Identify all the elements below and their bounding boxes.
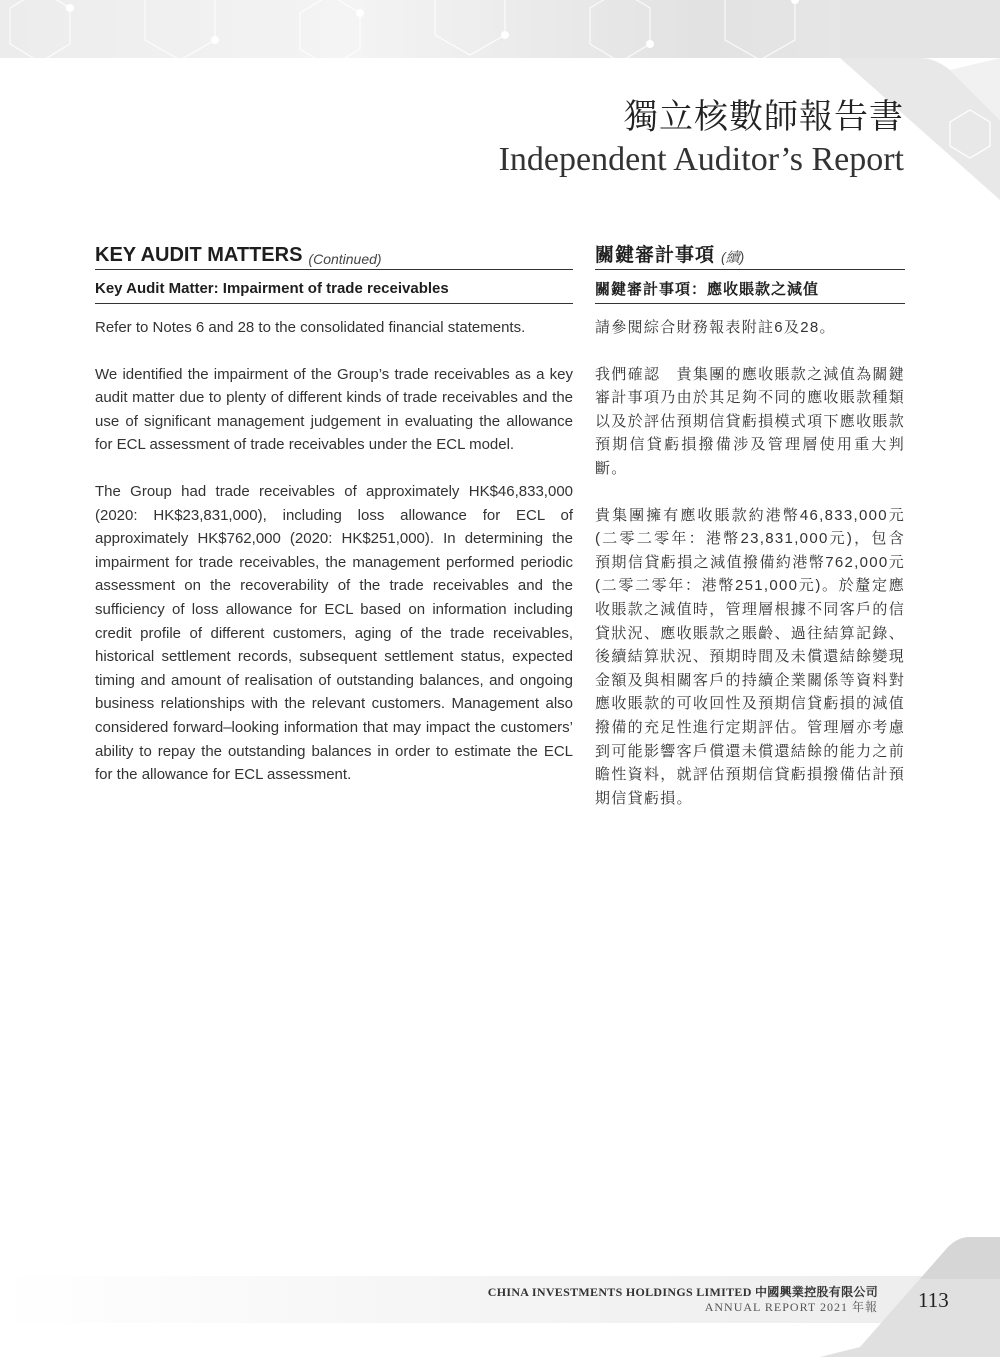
page-title-chinese: 獨立核數師報告書 xyxy=(624,97,904,137)
footer xyxy=(488,1284,878,1315)
paragraph: Refer to Notes 6 and 28 to the consolidated financial statements. xyxy=(95,319,526,336)
paragraph: 貴集團擁有應收賬款約港幣46,833,000元(二零二零年：港幣23,831,000元)，包含預期信貸虧損之減值撥備約港幣762,000元 (二零二零年：港幣251,000元)。於釐定應收賬款之減值時，管理層根據不同客戶的信貸狀況、應收賬款之賬齡、過往結算記錄、後續結算狀況、預期時間及未償還結餘變現金額及與相關客戶的持續企業關係等資料對應收賬款的可收回性及預期信貸虧損的減值撥備的充足性進行定期評估。管理層亦考慮到可能影響客戶償還未償還結餘的能力之前瞻性資料，就評估預期信貸虧損撥備估計預期信貸虧損。 xyxy=(595,506,905,807)
footer-report: ANNUAL REPORT 2021 年報 xyxy=(704,1300,878,1314)
subheading: 關鍵審計事項：應收賬款之減值 xyxy=(595,273,905,304)
page-title-english: Independent Auditor’s Report xyxy=(498,141,904,178)
section-title: KEY AUDIT MATTERS xyxy=(95,244,303,266)
paragraph: 請參閱綜合財務報表附註6及28。 xyxy=(595,319,836,336)
page-title-block xyxy=(499,96,904,182)
subheading: Key Audit Matter: Impairment of trade receivables xyxy=(95,273,573,304)
paragraph: The Group had trade receivables of approximately HK$46,833,000 (2020: HK$23,831,000), including loss allowance for ECL of approximately HK$762,000 (2020: HK$251,000). In determining the impairment for trade receivables, the management performed periodic assessment on the recoverability of the trade receivables and the sufficiency of loss allowance for ECL based on information including credit profile of different customers, aging of the trade receivables, historical settlement records, subsequent settlement status, expected timing and amount of realisation of outstanding balances, and ongoing business relationships with the relevant customers. Management also considered forward–looking information that may impact the customers’ ability to repay the outstanding balances in order to estimate the ECL for the allowance for ECL assessment. xyxy=(95,482,573,784)
section-title: 關鍵審計事項 xyxy=(595,245,716,266)
page-number: 113 xyxy=(918,1288,949,1312)
section-continued-label: (Continued) xyxy=(308,251,382,267)
footer-company: CHINA INVESTMENTS HOLDINGS LIMITED 中國興業控股有限公司 xyxy=(487,1285,878,1299)
english-column xyxy=(95,240,573,787)
paragraph: We identified the impairment of the Group’s trade receivables as a key audit matter due to plenty of different kinds of trade receivables and the use of significant management judgement in evaluating the allowance for ECL assessment of trade receivables under the ECL model. xyxy=(95,365,573,454)
chinese-column xyxy=(595,240,905,810)
section-continued-label: (續) xyxy=(721,249,745,265)
paragraph: 我們確認 貴集團的應收賬款之減值為關鍵審計事項乃由於其足夠不同的應收賬款種類以及於評估預期信貸虧損模式項下應收賬款預期信貸虧損撥備涉及管理層使用重大判斷。 xyxy=(595,365,905,477)
section-heading xyxy=(595,240,905,270)
section-heading xyxy=(95,240,573,270)
